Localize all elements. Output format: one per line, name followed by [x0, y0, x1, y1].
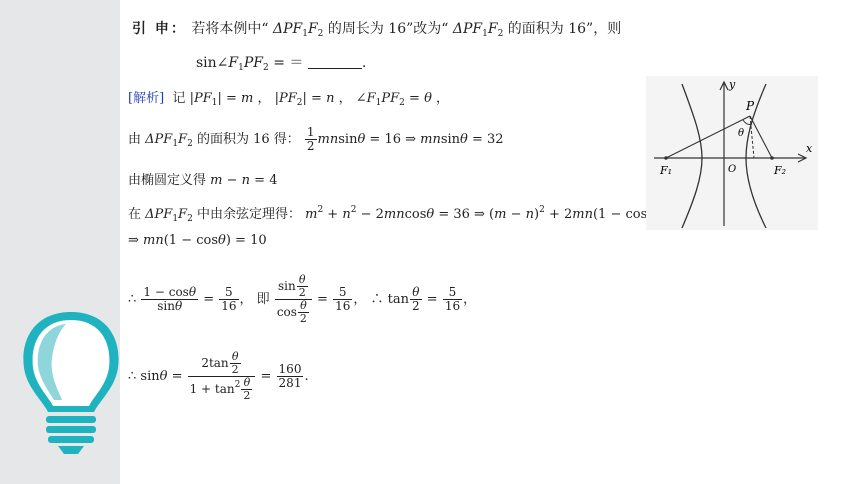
lightbulb-icon [16, 308, 126, 458]
extension-text-a: 若将本例中“ [191, 21, 269, 37]
question-equals: ＝ [289, 55, 304, 71]
axis-x-label: x [806, 142, 813, 155]
point-p-label: P [746, 99, 755, 113]
cosine-prefix: 在 [128, 207, 142, 222]
extension-text-c: 的面积为 16”，则 [507, 21, 622, 37]
hyperbola-figure [646, 76, 818, 230]
final-line: ∴ sinθ = 2tan $\frac{\theta}{2}$ $1 + \tan^2$ $\frac{\theta}{2}$ = $\frac{160}{281}$ . [128, 350, 309, 402]
extension-label: 引 申： [132, 21, 187, 37]
cosine-line: 在 $\Delta PF_1F_2$ 中由余弦定理得： $m^2 + n^2 - 2mncos\theta = 36$ ⇒ $(m - n)^2 + 2mn(1 - \cos\theta) = 36$ [128, 205, 696, 224]
focus-f1-label: F₁ [660, 164, 673, 177]
focus-f2-label: F₂ [774, 164, 787, 177]
area-prefix: 由 [128, 132, 142, 147]
result-line: ⇒ mn(1 − cosθ) = 10 [128, 233, 267, 248]
ellipse-text: 由椭圆定义得 [128, 173, 207, 188]
ratio-line: ∴ $\frac{1 - \cos\theta}{\sin\theta}$ = $\frac{5}{16}$ ， 即 sin $\frac{\theta}{2}$ cos $\frac{\theta}{2}$ = $\frac{5}{16}$ ， ∴ tan $\frac{\theta}{2}$ = $\frac{5}{16}$ ， [128, 273, 477, 325]
extension-line: 引 申： 若将本例中“ $\Delta PF_1F_2$ 的周长为 16”改为“ $\Delta PF_1F_2$ 的面积为 16”，则 [132, 21, 622, 39]
area-line: 由 $\Delta PF_1F_2$ 的面积为 16 得： $\frac{1}{2}$ mnsinθ = 16 ⇒ mnsinθ = 32 [128, 125, 504, 153]
axis-y-label: y [729, 78, 736, 91]
solution-tag: [解析] [128, 91, 165, 106]
question-line: $\sin\angle F_1PF_2$ = ＝ . [196, 55, 367, 73]
ji2-text: 即 [256, 292, 270, 307]
answer-blank [308, 55, 362, 69]
cosine-mid: 中由余弦定理得： [196, 207, 301, 222]
ellipse-line: 由椭圆定义得 m − n = 4 [128, 173, 278, 188]
angle-theta-label: θ [738, 128, 745, 139]
solution-intro-line: [解析] 记 $|PF_1| = m$ ， $|PF_2| = n$ ， $\angle F_1PF_2 = \theta$ ， [128, 91, 450, 108]
extension-text-b: 的周长为 16”改为“ [327, 21, 449, 37]
area-mid: 的面积为 16 得： [196, 132, 300, 147]
origin-label: O [728, 164, 737, 175]
solution-ji: 记 [172, 91, 186, 106]
